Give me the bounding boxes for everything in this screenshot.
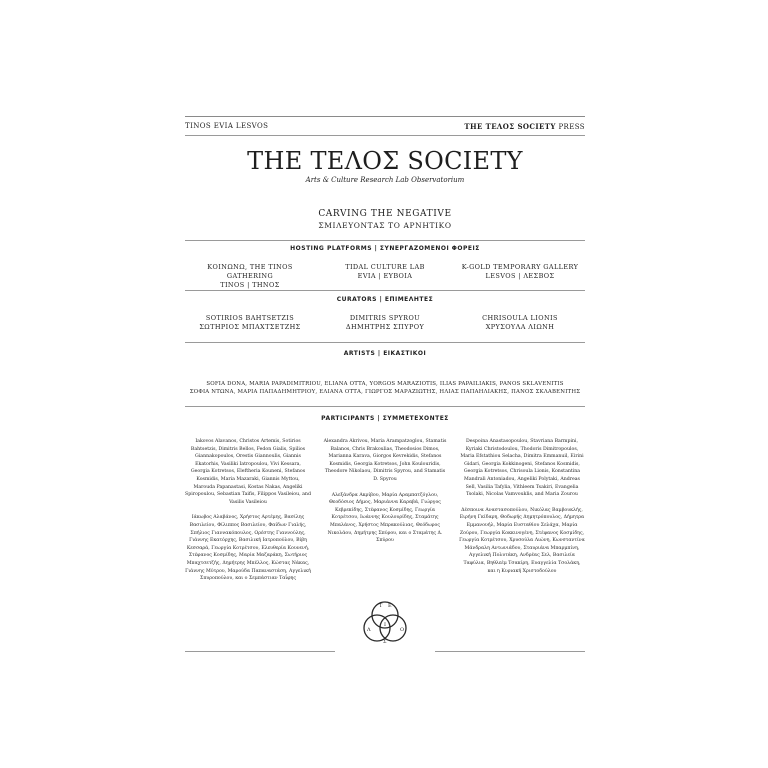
curator-name-en: CHRISOULA LIONIS (482, 314, 558, 322)
poster (185, 110, 585, 670)
hosting-item-place: LESVOS | ΛΕΣΒΟΣ (485, 272, 555, 280)
participants-column-2 (322, 438, 448, 545)
hosting-item (320, 263, 450, 281)
artists-rule-top (185, 342, 585, 343)
society-subtitle: Arts & Culture Research Lab Observatorium (305, 176, 465, 184)
hosting-heading: HOSTING PLATFORMS | ΣΥΝΕΡΓΑΖΟΜΕΝΟΙ ΦΟΡΕΙΣ (290, 245, 480, 252)
seal-letter: Ε (388, 603, 392, 609)
locations-label: TINOS EVIA LESVOS (185, 122, 269, 130)
curators-heading: CURATORS | ΕΠΙΜΕΛΗΤΕΣ (336, 296, 434, 303)
participants-col1-en: Iakovos Alavanos, Christos Artemis, Sotirios Bahtsetzis, Dimitris Bellos, Fedon Gialis, Spilios Giannakopoulos, Orestis Giannoulis, Giannis Ekatorhis, Vasiliki Iatropoulou, Vivi Kessara, Georgia Kotretsos, Eleftheria Kouneni, Stefanos Kosmidis, Maria Mazaraki, Giannis Myttou, Marouda Papanastasi, Kostas Nakas, Angeliki Spiropoulou, Sebastian Taifis, Filippos Vasileiou, and Vasilis Vasileiou (185, 439, 311, 505)
seal-letter: Ι (384, 622, 386, 628)
press-label (464, 122, 585, 131)
curator-name-en: SOTIRIOS BAHTSETZIS (205, 314, 295, 322)
artists-heading: ARTISTS | ΕΙΚΑΣΤΙΚΟΙ (343, 350, 427, 357)
hosting-item (185, 263, 315, 290)
curator-name-gr: ΣΩΤΗΡΙΟΣ ΜΠΑΧΤΣΕΤΖΗΣ (199, 323, 301, 331)
hosting-item-name: TIDAL CULTURE LAB (345, 263, 425, 271)
curator-item (185, 314, 315, 332)
curators-rule-top (185, 290, 585, 291)
seal-letter: Λ (367, 627, 371, 633)
society-seal-icon (357, 594, 413, 650)
participants-column-3 (459, 438, 585, 575)
header-rule (185, 135, 585, 136)
hosting-rule-top (185, 240, 585, 241)
artists-list-en: SOFIA DONA, MARIA PAPADIMITRIOU, ELIANA OTTA, YORGOS MARAZIOTIS, ILIAS PAPAILIAKIS, PANOS SKLAVENITIS (206, 381, 564, 387)
participants-heading: PARTICIPANTS | ΣΥΜΜΕΤΕΧΟΝΤΕΣ (321, 415, 449, 422)
participants-col2-gr: Αλεξάνδρα Ακρίβου, Μαρία Αραμπατζόγλου, Θεοδόσιος Δήμος, Μαριάννα Καραβά, Γιώργος Κεβρεκίδης, Στέφανος Κοσμίδης, Γεωργία Κοτρέτσου, Ιωάννης Κουλουρίδης, Σταμάτης Μπαλάνος, Χρήστος Μπρακούλιας, Θεόδωρος Νικολάου, Δημήτρης Σπύρου, και ο Σταμάτης Δ. Σπύρου (327, 492, 443, 544)
bottom-rule-right (435, 651, 585, 652)
seal-letter: Τ (379, 603, 383, 609)
participants-rule-top (185, 406, 585, 407)
participants-col1-gr: Ιάκωβος Αλαβάνος, Χρήστος Αρτέμης, Βασίλης Βασιλείου, Φίλιππος Βασιλείου, Φαίδων Γιαλής, Σπήλιος Γιαννακόπουλος, Ορέστης Γιαννούλης, Γιάννης Εκατόρχης, Βασιλική Ιατροπούλου, Βίβη Κεσσαρά, Γεωργία Κοτρέτσου, Ελευθερία Κουνενή, Στέφανος Κοσμίδης, Μαρία Μαζαράκη, Σωτήριος Μπαχτσετζής, Δημήτρης Μπέλλος, Κώστας Νάκας, Γιάννης Μύτρου, Μαρούδα Παπαναστάση, Αγγελική Σπυροπούλου, και ο Σεμπάστιαν Ταΐφης (185, 515, 311, 582)
hosting-item-place: EVIA | ΕΥΒΟΙΑ (357, 272, 413, 280)
curator-name-en: DIMITRIS SPYROU (349, 314, 421, 322)
bottom-rule-left (185, 651, 335, 652)
top-rule (185, 116, 585, 117)
participants-column-1 (185, 438, 311, 583)
press-name: THE ΤΕΛΟΣ SOCIETY (464, 122, 556, 131)
press-word: PRESS (558, 123, 585, 131)
participants-col3-gr: Δέσποινα Αναστασοπούλου, Νικόλας Βαμβουκλής, Ειρήνη Γκίδαρη, Θοδωρής Δημητρόπουλος, Δήμητρα Εμμανουήλ, Μαρία Ευσταθίου Σελάχα, Μαρία Ζούρου, Γεωργία Κοκκινογένη, Στέφανος Κοσμίδης, Γεωργία Κοτρέτσου, Χρυσούλα Λιώνη, Κωνσταντίνα Μάνδραλη Αντωνιάδου, Σταυριάνα Μπαρμπίνη, Αγγελική Πολυτάκη, Ανδρέας Σελ, Βασιλεία Ταφύλια, Βηθλεέμ Τσακίρη, Ευαγγελία Τσολάκη, και η Κυριακή Χριστοδούλου (459, 507, 585, 574)
artists-list (185, 380, 585, 396)
hosting-item (455, 263, 585, 281)
seal-letter: Σ (383, 639, 387, 645)
exhibition-title-gr: ΣΜΙΛΕΥΟΝΤΑΣ ΤΟ ΑΡΝΗΤΙΚΟ (318, 221, 452, 230)
curator-item (455, 314, 585, 332)
exhibition-title-en: CARVING THE NEGATIVE (318, 209, 452, 219)
participants-col3-en: Despoina Anastasopoulou, Stavriana Barmpini, Kyriaki Christodoulou, Thodoris Dimitropoulos, Maria Efstathiou Selacha, Dimitra Emmanuil, Eirini Gidari, Georgia Kokkinogeni, Stefanos Kosmidis, Georgia Kotretsos, Chrisoula Lionis, Konstantina Mandrali Antoniadou, Angeliki Polytaki, Andreas Sell, Vasilia Tafylia, Vithleem Tsakiri, Evangelia Tsolaki, Nicolas Vamvouklis, and Maria Zourou (460, 439, 584, 498)
curator-name-gr: ΧΡΥΣΟΥΛΑ ΛΙΩΝΗ (485, 323, 555, 331)
society-title: THE ΤΕΛΟΣ SOCIETY (247, 147, 523, 175)
artists-list-gr: ΣΟΦΙΑ ΝΤΩΝΑ, ΜΑΡΙΑ ΠΑΠΑΔΗΜΗΤΡΙΟΥ, ΕΛΙΑΝΑ ΟΤΤΑ, ΓΙΩΡΓΟΣ ΜΑΡΑΖΙΩΤΗΣ, ΗΛΙΑΣ ΠΑΠΑΗΛΙΑΚΗΣ, ΠΑΝΟΣ ΣΚΛΑΒΕΝΙΤΗΣ (189, 389, 581, 395)
curator-name-gr: ΔΗΜΗΤΡΗΣ ΣΠΥΡΟΥ (345, 323, 425, 331)
hosting-item-name: ΚΟΙΝΩΝΩ, THE TINOS GATHERING (207, 263, 293, 280)
exhibition-title (185, 208, 585, 232)
seal-letter: Ο (400, 627, 405, 633)
participants-col2-en: Alexandra Akrivou, Maria Arampatzoglou, Stamatis Balanos, Chris Brakoulias, Theodosios Dimos, Marianna Karava, Giorgos Kevrekidis, Stefanos Kosmidis, Georgia Kotretsos, John Koulouridis, Theodore Nikolaou, Dimitris Spyrou, and Stamatis D. Spyrou (323, 439, 447, 482)
hosting-item-place: TINOS | ΤΗΝΟΣ (220, 281, 280, 289)
curator-item (320, 314, 450, 332)
hosting-item-name: K-GOLD TEMPORARY GALLERY (461, 263, 579, 271)
